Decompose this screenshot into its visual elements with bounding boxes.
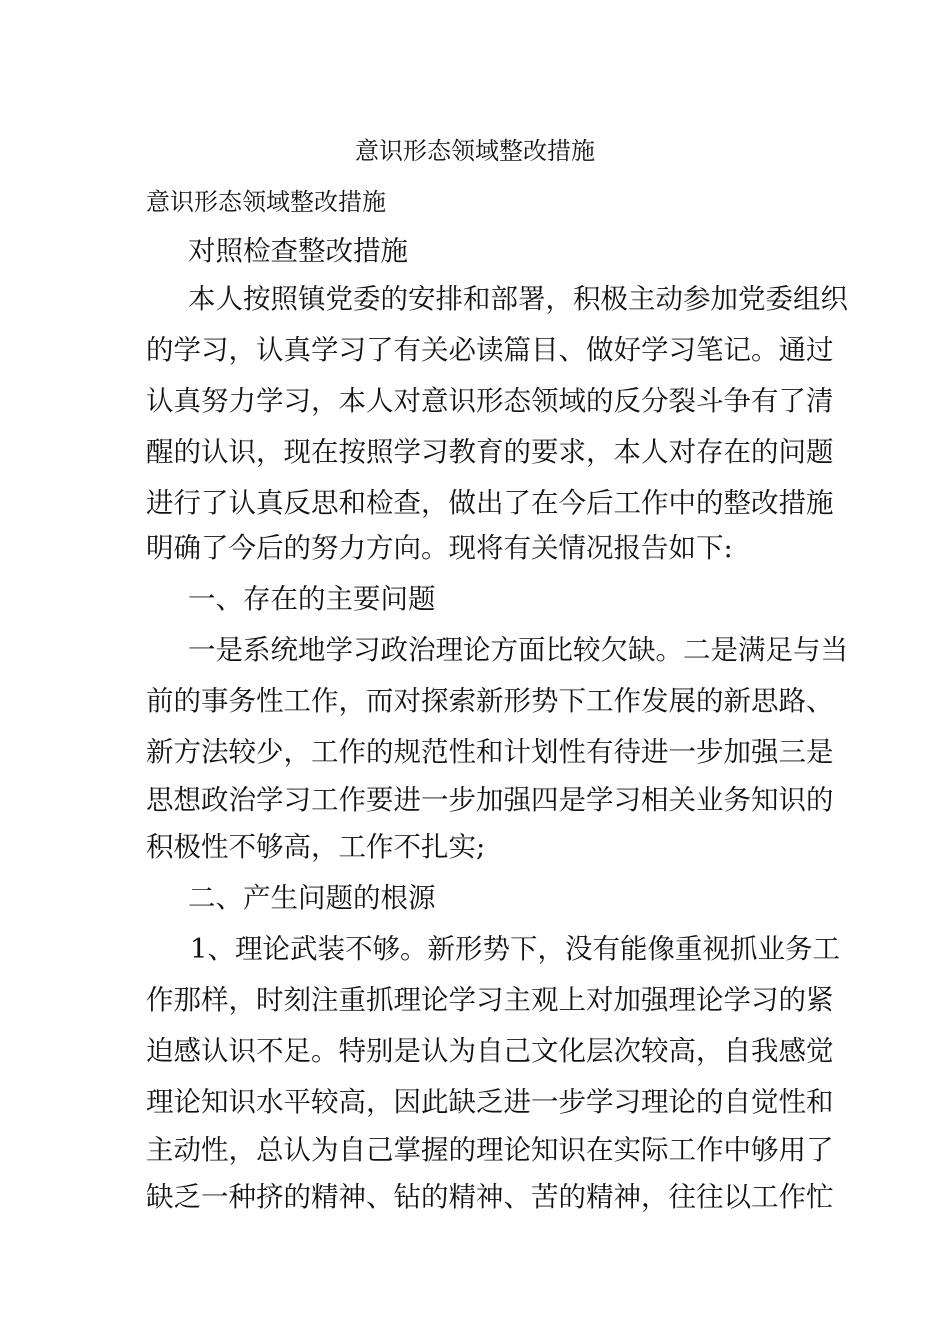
section-heading-roots: 二、产生问题的根源 <box>188 882 436 914</box>
paragraph-line: 一是系统地学习政治理论方面比较欠缺。二是满足与当 <box>188 634 848 666</box>
paragraph-line: 主动性，总认为自己掌握的理论知识在实际工作中够用了 <box>146 1134 834 1166</box>
section-heading-problems: 一、存在的主要问题 <box>188 583 436 615</box>
paragraph-line: 积极性不够高，工作不扎实; <box>146 831 486 863</box>
paragraph-line: 新方法较少，工作的规范性和计划性有待进一步加强三是 <box>146 736 834 768</box>
document-subtitle: 意识形态领域整改措施 <box>146 188 386 216</box>
paragraph-line: 明确了今后的努力方向。现将有关情况报告如下: <box>146 532 733 564</box>
section-heading: 对照检查整改措施 <box>188 235 408 267</box>
paragraph-line: 醒的认识，现在按照学习教育的要求，本人对存在的问题 <box>146 436 834 468</box>
paragraph-line: 本人按照镇党委的安排和部署，积极主动参加党委组织 <box>188 283 848 315</box>
paragraph-line: 作那样，时刻注重抓理论学习主观上对加强理论学习的紧 <box>146 984 834 1016</box>
paragraph-line: 前的事务性工作，而对探索新形势下工作发展的新思路、 <box>146 685 834 717</box>
paragraph-line: 缺乏一种挤的精神、钻的精神、苦的精神，往往以工作忙 <box>146 1181 834 1213</box>
paragraph-line: 理论知识水平较高，因此缺乏进一步学习理论的自觉性和 <box>146 1086 834 1118</box>
paragraph-line: 思想政治学习工作要进一步加强四是学习相关业务知识的 <box>146 784 834 816</box>
document-title: 意识形态领域整改措施 <box>355 137 595 165</box>
paragraph-line: 迫感认识不足。特别是认为自己文化层次较高，自我感觉 <box>146 1035 834 1067</box>
paragraph-line: 认真努力学习，本人对意识形态领域的反分裂斗争有了清 <box>146 385 834 417</box>
paragraph-line: 1、理论武装不够。新形势下，没有能像重视抓业务工 <box>190 933 840 965</box>
paragraph-line: 的学习，认真学习了有关必读篇目、做好学习笔记。通过 <box>146 334 834 366</box>
paragraph-line: 进行了认真反思和检查，做出了在今后工作中的整改措施 <box>146 487 834 519</box>
